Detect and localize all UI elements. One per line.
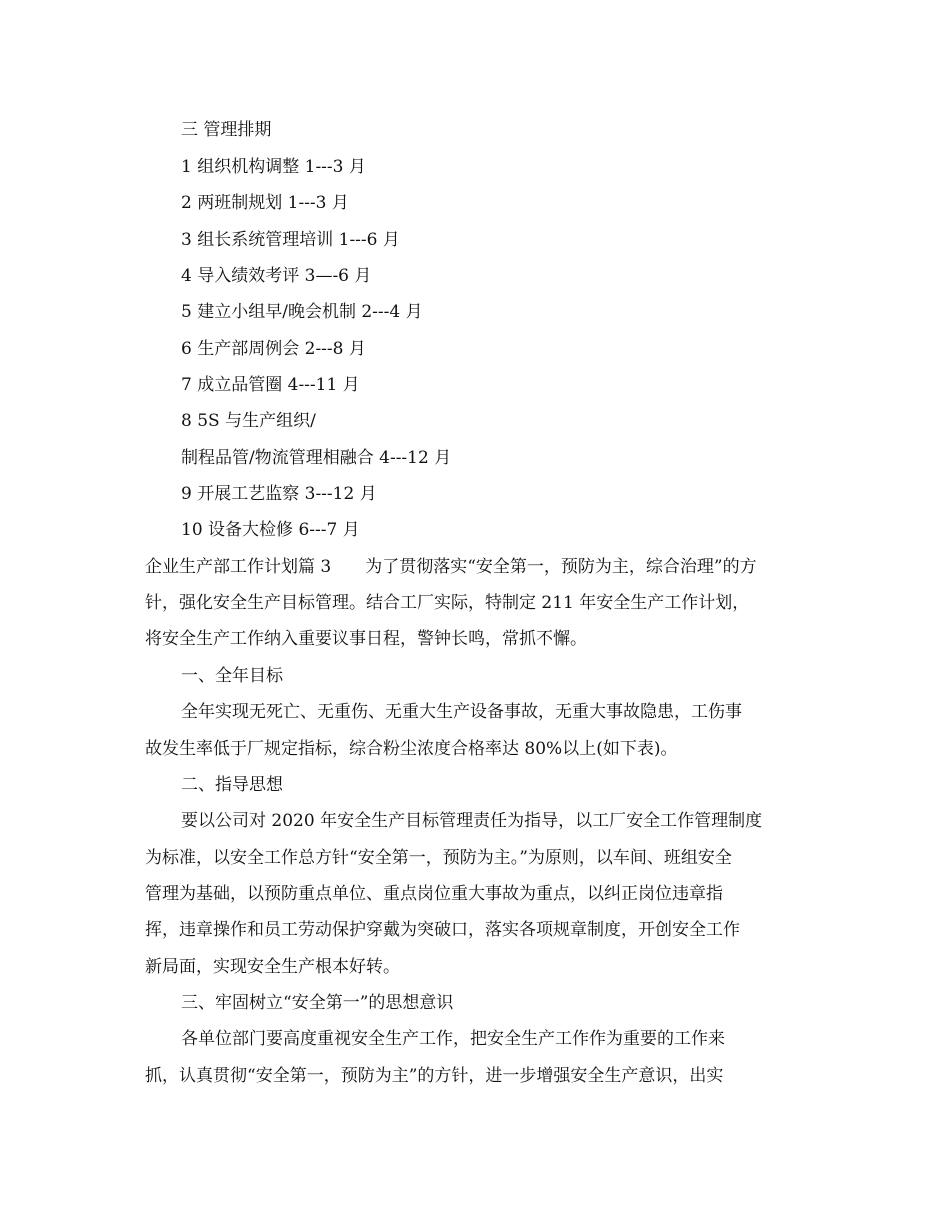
schedule-item: 7 成立品管圈 4---11 月 (181, 375, 360, 395)
section-2-heading: 二、指导思想 (181, 775, 283, 795)
section-1-text: 故发生率低于厂规定指标，综合粉尘浓度合格率达 80%以上(如下表)。 (145, 739, 678, 759)
section-3-text: 各单位部门要高度重视安全生产工作，把安全生产工作作为重要的工作来 (181, 1029, 725, 1049)
schedule-item: 9 开展工艺监察 3---12 月 (181, 484, 377, 504)
part3-title: 企业生产部工作计划篇 3 (145, 557, 332, 577)
schedule-item: 1 组织机构调整 1---3 月 (181, 157, 366, 177)
part3-intro-text: 为了贯彻落实“安全第一，预防为主，综合治理”的方 (365, 557, 757, 577)
section-3-heading: 三、牢固树立“安全第一”的思想意识 (181, 993, 454, 1013)
schedule-item: 5 建立小组早/晚会机制 2---4 月 (181, 302, 423, 322)
schedule-item: 4 导入绩效考评 3—-6 月 (181, 266, 372, 286)
schedule-item: 制程品管/物流管理相融合 4---12 月 (181, 448, 452, 468)
schedule-heading: 三 管理排期 (181, 120, 272, 140)
schedule-item: 10 设备大检修 6---7 月 (181, 520, 360, 540)
section-1-heading: 一、全年目标 (181, 666, 283, 686)
section-2-text: 为标准，以安全工作总方针“安全第一，预防为主。”为原则，以车间、班组安全 (145, 848, 732, 868)
section-2-text: 管理为基础，以预防重点单位、重点岗位重大事故为重点，以纠正岗位违章指 (145, 884, 723, 904)
part3-intro-text: 针，强化安全生产目标管理。结合工厂实际，特制定 211 年安全生产工作计划， (145, 593, 750, 613)
section-1-text: 全年实现无死亡、无重伤、无重大生产设备事故，无重大事故隐患，工伤事 (181, 702, 742, 722)
part3-intro-text: 将安全生产工作纳入重要议事日程，警钟长鸣，常抓不懈。 (145, 629, 587, 649)
section-2-text: 新局面，实现安全生产根本好转。 (145, 957, 400, 977)
schedule-item: 6 生产部周例会 2---8 月 (181, 339, 366, 359)
schedule-item: 3 组长系统管理培训 1---6 月 (181, 230, 400, 250)
section-3-text: 抓，认真贯彻“安全第一，预防为主”的方针，进一步增强安全生产意识，出实 (145, 1066, 724, 1086)
schedule-item: 8 5S 与生产组织/ (181, 411, 316, 431)
part3-first-line (145, 555, 757, 579)
schedule-item: 2 两班制规划 1---3 月 (181, 193, 349, 213)
section-2-text: 要以公司对 2020 年安全生产目标管理责任为指导，以工厂安全工作管理制度 (181, 811, 763, 831)
section-2-text: 挥，违章操作和员工劳动保护穿戴为突破口，落实各项规章制度，开创安全工作 (145, 920, 740, 940)
